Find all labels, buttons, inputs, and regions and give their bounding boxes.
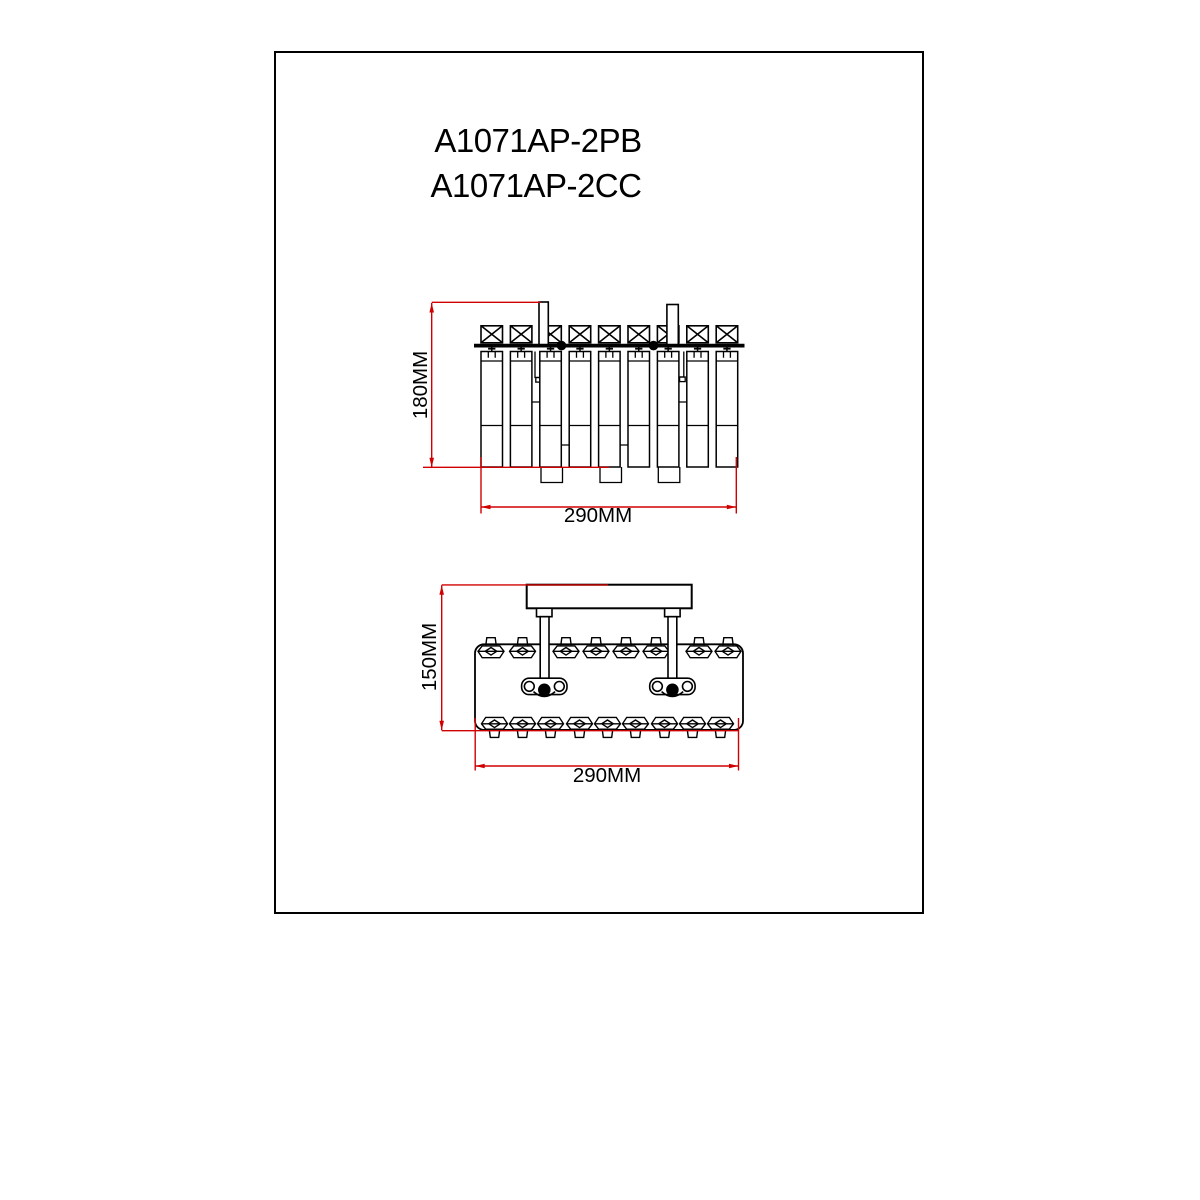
wall-plate <box>527 585 692 609</box>
front-view-height-label: 180MM <box>409 350 432 420</box>
front-view-width-label: 290MM <box>563 504 633 527</box>
top-view-dimensions <box>442 585 739 771</box>
mount-stem-left <box>539 302 548 346</box>
stem-right <box>668 617 677 688</box>
rail-ball <box>649 341 659 351</box>
crystal-pendant-row <box>481 347 738 467</box>
top-view-front-crystal-row <box>482 717 734 737</box>
front-view-drawing <box>423 302 745 514</box>
model-number-line2: A1071AP-2CC <box>430 167 642 204</box>
top-view-back-crystal-row <box>478 638 741 658</box>
lamp-socket-left <box>522 678 567 696</box>
prism-box-row <box>481 326 738 343</box>
top-view-width-label: 290MM <box>572 764 642 787</box>
rail-ball <box>557 341 567 351</box>
model-number-line1: A1071AP-2PB <box>434 122 642 159</box>
top-view-height-label: 150MM <box>418 622 441 692</box>
stem-left <box>540 617 549 688</box>
lamp-socket-right <box>650 678 695 696</box>
top-view-dim-arrows <box>439 585 738 768</box>
stem-collar-left <box>537 608 553 616</box>
stem-collar-right <box>665 608 681 616</box>
mount-stem-right <box>667 305 678 347</box>
top-view-drawing <box>439 585 743 771</box>
